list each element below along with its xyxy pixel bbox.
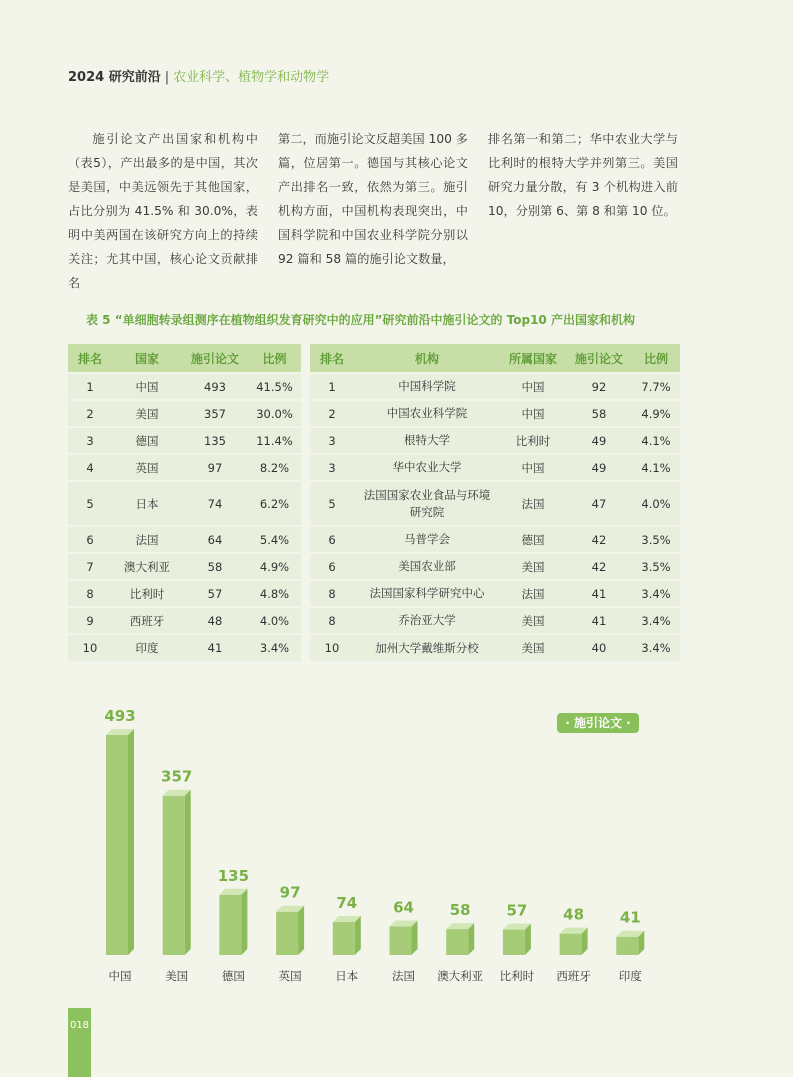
table-row (310, 607, 680, 634)
table-cell: 3.5% (632, 553, 680, 580)
tick-label: 澳大利亚 (437, 969, 484, 983)
table-cell: 3.5% (632, 526, 680, 553)
table-cell: 493 (182, 373, 248, 400)
table-cell: 8 (310, 607, 354, 634)
table-cell: 6.2% (248, 481, 301, 526)
bar (560, 934, 582, 955)
table-cell: 49 (566, 454, 632, 481)
table-cell: 中国 (112, 373, 182, 400)
table-cell: 英国 (112, 454, 182, 481)
table-cell: 西班牙 (112, 607, 182, 634)
page-header (68, 66, 329, 85)
table-cell: 42 (566, 526, 632, 553)
header-subtitle: 农业科学、植物学和动物学 (173, 70, 330, 85)
bar (219, 895, 241, 955)
tick-label: 英国 (278, 969, 302, 983)
table-cell: 10 (68, 634, 112, 661)
table-cell: 41 (566, 580, 632, 607)
table-cell: 马普学会 (354, 526, 500, 553)
table-cell: 74 (182, 481, 248, 526)
table-cell: 美国 (500, 553, 566, 580)
table-cell: 法国国家农业食品与环境研究院 (354, 481, 500, 526)
data-label: 58 (449, 901, 471, 920)
body-column-2 (278, 127, 468, 271)
table-row (68, 526, 301, 553)
tick-label: 美国 (165, 969, 189, 983)
table-cell: 法国 (500, 580, 566, 607)
table-cell: 8 (68, 580, 112, 607)
bar (333, 922, 355, 955)
data-label: 64 (393, 898, 414, 917)
table-row (68, 373, 301, 400)
paragraph-2: 第二，而施引论文反超美国 100 多篇，位居第一。德国与其核心论文产出排名一致，依然为第三。施引机构方面，中国机构表现突出，中国科学院和中国农业科学院分别以 92 篇和 58 篇的施引论文数量， (278, 132, 468, 266)
header-separator: | (164, 70, 170, 85)
table-cell: 美国 (500, 607, 566, 634)
table-row (68, 634, 301, 661)
table-cell: 6 (310, 553, 354, 580)
bar-side (412, 920, 418, 955)
table-cell: 比利时 (500, 427, 566, 454)
table-cell: 48 (182, 607, 248, 634)
table-cell: 49 (566, 427, 632, 454)
table-cell: 5.4% (248, 526, 301, 553)
table-cell: 58 (182, 553, 248, 580)
table-cell: 10 (310, 634, 354, 661)
table-cell: 135 (182, 427, 248, 454)
table-cell: 9 (68, 607, 112, 634)
tick-label: 法国 (392, 969, 415, 983)
table-cell: 4.9% (248, 553, 301, 580)
table-row (310, 634, 680, 661)
body-column-1 (68, 127, 258, 295)
table-cell: 2 (310, 400, 354, 427)
table-row (310, 427, 680, 454)
table-cell: 美国农业部 (354, 553, 500, 580)
tick-label: 中国 (108, 969, 132, 983)
table_countries-header-2: 施引论文 (182, 344, 248, 373)
table-row (310, 481, 680, 526)
table-cell: 5 (68, 481, 112, 526)
bar (616, 937, 638, 955)
table-row (310, 553, 680, 580)
bar (276, 912, 298, 955)
table-cell: 11.4% (248, 427, 301, 454)
bar-chart (68, 690, 680, 1000)
table-cell: 8.2% (248, 454, 301, 481)
data-label: 493 (104, 707, 136, 725)
table-cell: 3.4% (632, 634, 680, 661)
paragraph-1: 施引论文产出国家和机构中（表5），产出最多的是中国，其次是美国，中美远领先于其他国家，占比分别为 41.5% 和 30.0%，表明中美两国在该研究方向上的持续关注；尤其中国，核心论文贡献排名 (68, 132, 258, 290)
paragraph-3: 排名第一和第二；华中农业大学与比利时的根特大学并列第三。美国研究力量分散，有 3 个机构进入前 10，分别第 6、第 8 和第 10 位。 (488, 132, 678, 218)
bar (106, 735, 128, 955)
table-cell: 1 (68, 373, 112, 400)
table-row (310, 373, 680, 400)
table-cell: 4.1% (632, 427, 680, 454)
table-cell: 法国 (112, 526, 182, 553)
table-row (68, 553, 301, 580)
table-cell: 3.4% (632, 580, 680, 607)
table-cell: 比利时 (112, 580, 182, 607)
table-cell: 3 (310, 427, 354, 454)
table-cell: 4.9% (632, 400, 680, 427)
header-year-title: 2024 研究前沿 (68, 70, 161, 85)
table-cell: 47 (566, 481, 632, 526)
table_institutions-header-2: 所属国家 (500, 344, 566, 373)
chart-legend: · 施引论文 · (557, 713, 639, 733)
table_countries-header-1: 国家 (112, 344, 182, 373)
table-cell: 美国 (500, 634, 566, 661)
table-cell: 4 (68, 454, 112, 481)
data-label: 97 (279, 883, 301, 902)
table-row (68, 607, 301, 634)
table-cell: 92 (566, 373, 632, 400)
table-cell: 3.4% (248, 634, 301, 661)
table-cell: 3 (68, 427, 112, 454)
table-row (68, 481, 301, 526)
table-cell: 7 (68, 553, 112, 580)
table-cell: 6 (68, 526, 112, 553)
bar-side (185, 790, 191, 955)
table-cell: 法国国家科学研究中心 (354, 580, 500, 607)
table_institutions-header-3: 施引论文 (566, 344, 632, 373)
table-cell: 6 (310, 526, 354, 553)
table-cell: 中国科学院 (354, 373, 500, 400)
data-label: 57 (506, 901, 528, 920)
table_institutions-header-0: 排名 (310, 344, 354, 373)
bar-side (241, 889, 247, 955)
table-cell: 3 (310, 454, 354, 481)
table_institutions-header-1: 机构 (354, 344, 500, 373)
table-cell: 58 (566, 400, 632, 427)
table-cell: 日本 (112, 481, 182, 526)
bar (503, 930, 525, 955)
table-cell: 4.8% (248, 580, 301, 607)
table-cell: 中国农业科学院 (354, 400, 500, 427)
table-cell: 美国 (112, 400, 182, 427)
bar (446, 929, 468, 955)
table-cell: 57 (182, 580, 248, 607)
tick-label: 西班牙 (556, 969, 591, 983)
countries-table (68, 344, 301, 661)
table-row (310, 526, 680, 553)
tick-label: 印度 (618, 969, 642, 983)
bar-side (355, 916, 361, 955)
table-cell: 德国 (112, 427, 182, 454)
bar-side (128, 729, 134, 955)
table-row (68, 580, 301, 607)
data-label: 41 (619, 908, 641, 927)
table-cell: 中国 (500, 400, 566, 427)
table-cell: 1 (310, 373, 354, 400)
table-cell: 41 (182, 634, 248, 661)
table-cell: 中国 (500, 373, 566, 400)
table-cell: 德国 (500, 526, 566, 553)
table-cell: 40 (566, 634, 632, 661)
data-label: 135 (217, 866, 250, 885)
table-row (68, 454, 301, 481)
table-cell: 8 (310, 580, 354, 607)
table-cell: 2 (68, 400, 112, 427)
table-row (68, 427, 301, 454)
table-cell: 5 (310, 481, 354, 526)
table-cell: 法国 (500, 481, 566, 526)
table-row (68, 400, 301, 427)
table_countries-header-3: 比例 (248, 344, 301, 373)
data-label: 357 (161, 767, 193, 786)
table-row (310, 400, 680, 427)
table-cell: 根特大学 (354, 427, 500, 454)
bar (390, 926, 412, 955)
tick-label: 德国 (221, 969, 245, 983)
table-cell: 加州大学戴维斯分校 (354, 634, 500, 661)
table-caption: 表 5 “单细胞转录组测序在植物组织发育研究中的应用”研究前沿中施引论文的 Top10 产出国家和机构 (86, 313, 635, 327)
table-cell: 7.7% (632, 373, 680, 400)
table-cell: 中国 (500, 454, 566, 481)
table-cell: 4.0% (632, 481, 680, 526)
body-text (68, 127, 686, 290)
table-cell: 41 (566, 607, 632, 634)
body-column-3 (488, 127, 678, 223)
table-cell: 42 (566, 553, 632, 580)
table-cell: 64 (182, 526, 248, 553)
table-cell: 华中农业大学 (354, 454, 500, 481)
table-cell: 澳大利亚 (112, 553, 182, 580)
bar (163, 796, 185, 955)
data-label: 48 (563, 905, 585, 924)
page-number: 018 (69, 1020, 90, 1031)
institutions-table (310, 344, 680, 661)
tick-label: 日本 (335, 969, 359, 983)
table-cell: 30.0% (248, 400, 301, 427)
footer-bar (68, 1008, 91, 1077)
table_institutions-header-4: 比例 (632, 344, 680, 373)
table-cell: 4.0% (248, 607, 301, 634)
table-row (310, 580, 680, 607)
table-cell: 3.4% (632, 607, 680, 634)
table-cell: 97 (182, 454, 248, 481)
table-cell: 乔治亚大学 (354, 607, 500, 634)
table-row (310, 454, 680, 481)
table-cell: 印度 (112, 634, 182, 661)
table-cell: 41.5% (248, 373, 301, 400)
table_countries-header-0: 排名 (68, 344, 112, 373)
table-cell: 4.1% (632, 454, 680, 481)
bar-side (298, 906, 304, 955)
data-label: 74 (336, 893, 358, 912)
table-cell: 357 (182, 400, 248, 427)
tick-label: 比利时 (499, 969, 535, 983)
